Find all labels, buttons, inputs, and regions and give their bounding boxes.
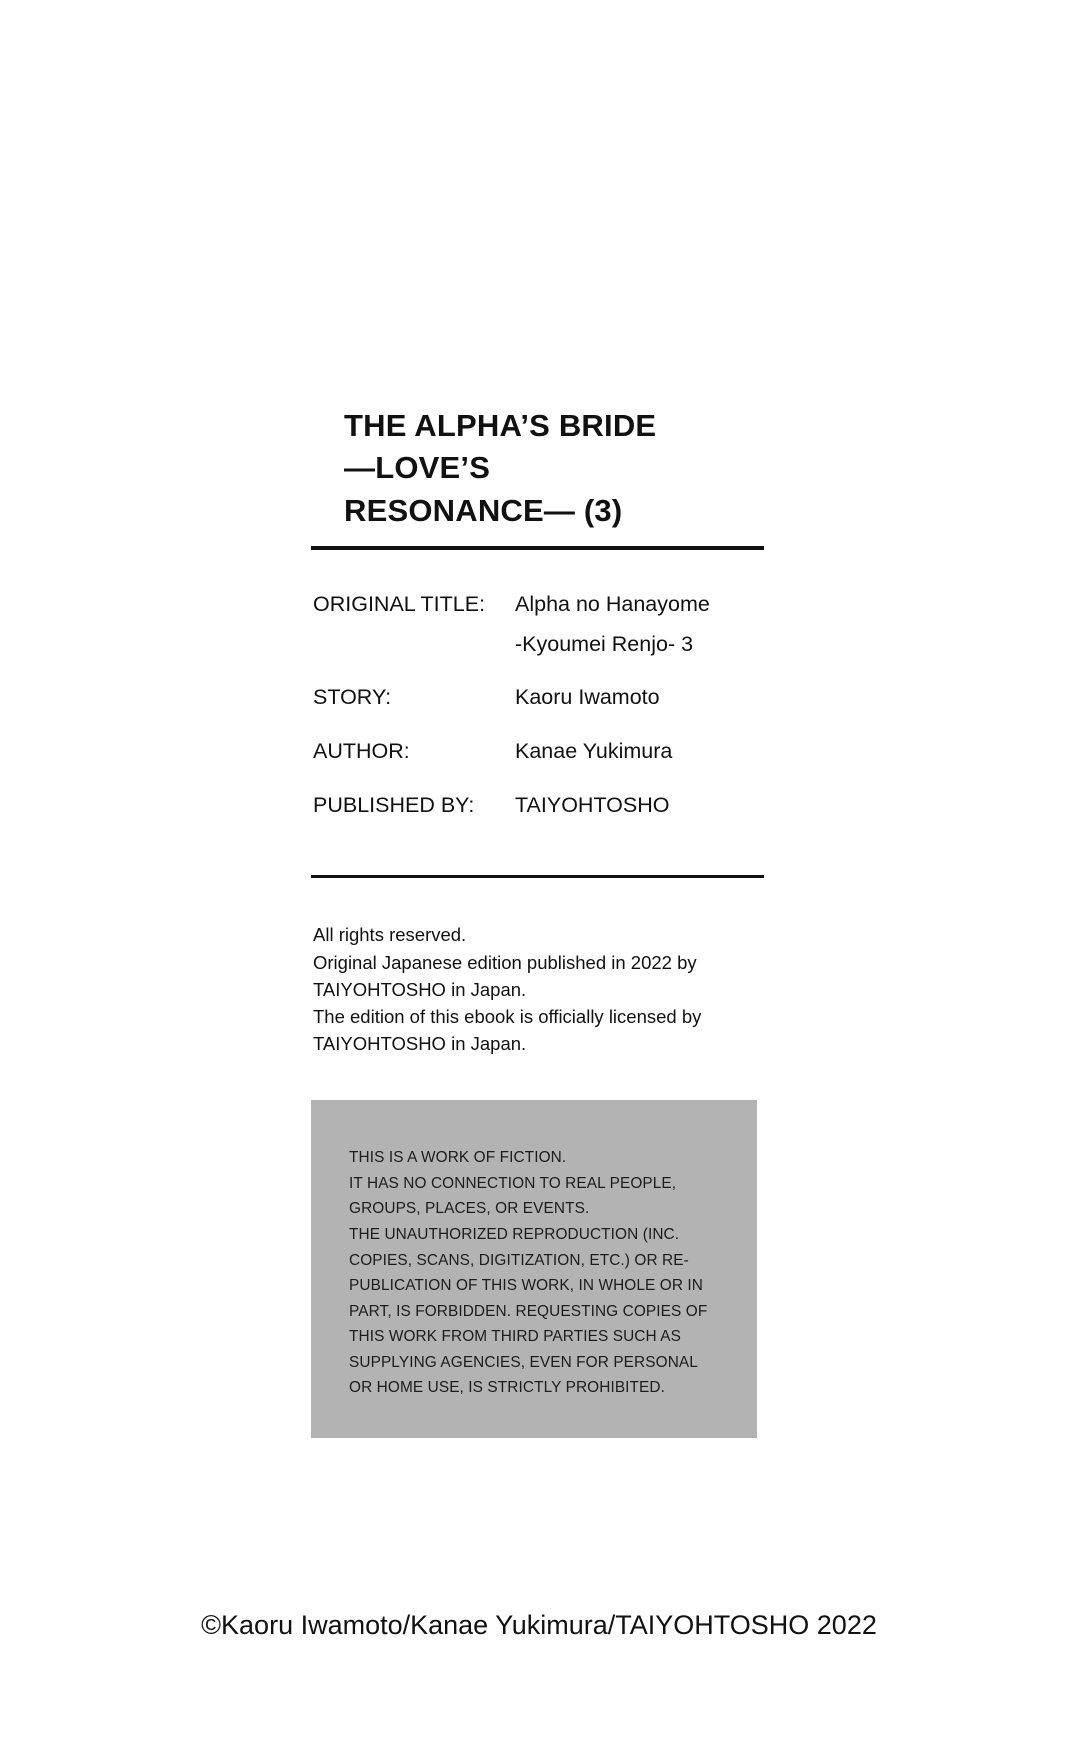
divider-top <box>311 546 764 550</box>
credit-value-story: Kaoru Iwamoto <box>515 685 660 710</box>
rights-line-3: TAIYOHTOSHO in Japan. <box>313 978 527 1000</box>
title-line-1: THE ALPHA’S BRIDE <box>344 408 657 443</box>
page-title <box>311 405 771 532</box>
credit-row-author <box>313 739 771 764</box>
credit-row-story <box>313 685 771 710</box>
title-line-3: RESONANCE— (3) <box>344 492 623 528</box>
rights-line-2: Original Japanese edition published in 2022 by <box>313 951 697 973</box>
colophon-container <box>311 405 771 1438</box>
notice-line-5: COPIES, SCANS, DIGITIZATION, ETC.) OR RE- <box>349 1251 689 1269</box>
credit-value-author: Kanae Yukimura <box>515 739 673 764</box>
footer-copyright: ©Kaoru Iwamoto/Kanae Yukimura/TAIYOHTOSHO 2022 <box>201 1610 877 1640</box>
rights-line-5: TAIYOHTOSHO in Japan. <box>313 1033 527 1055</box>
credit-value-original-title-line2: -Kyoumei Renjo- 3 <box>515 632 694 657</box>
notice-line-8: THIS WORK FROM THIRD PARTIES SUCH AS <box>349 1328 681 1346</box>
credit-label-publisher: PUBLISHED BY: <box>313 793 475 818</box>
notice-line-3: GROUPS, PLACES, OR EVENTS. <box>349 1200 590 1218</box>
notice-line-9: SUPPLYING AGENCIES, EVEN FOR PERSONAL <box>349 1353 698 1371</box>
notice-line-1: THIS IS A WORK OF FICTION. <box>349 1149 567 1167</box>
notice-line-7: PART, IS FORBIDDEN. REQUESTING COPIES OF <box>349 1302 708 1320</box>
notice-line-6: PUBLICATION OF THIS WORK, IN WHOLE OR IN <box>349 1277 704 1295</box>
credit-label-author: AUTHOR: <box>313 739 410 764</box>
rights-paragraph <box>311 921 771 1057</box>
title-line-2: —LOVE’S <box>344 450 491 486</box>
divider-bottom <box>311 875 764 878</box>
credit-row-original-title <box>313 592 771 617</box>
notice-line-10: OR HOME USE, IS STRICTLY PROHIBITED. <box>349 1379 666 1397</box>
credit-value-original-title: Alpha no Hanayome <box>515 592 710 617</box>
notice-line-4: THE UNAUTHORIZED REPRODUCTION (INC. <box>349 1226 680 1244</box>
legal-notice-box <box>311 1100 757 1438</box>
credit-value-publisher: TAIYOHTOSHO <box>515 793 670 818</box>
credit-label-story: STORY: <box>313 685 392 710</box>
credit-label-original-title: ORIGINAL TITLE: <box>313 592 486 617</box>
rights-line-1: All rights reserved. <box>313 924 467 946</box>
credits-list <box>311 592 771 818</box>
notice-line-2: IT HAS NO CONNECTION TO REAL PEOPLE, <box>349 1174 677 1192</box>
rights-line-4: The edition of this ebook is officially licensed by <box>313 1005 702 1027</box>
credit-row-publisher <box>313 793 771 818</box>
